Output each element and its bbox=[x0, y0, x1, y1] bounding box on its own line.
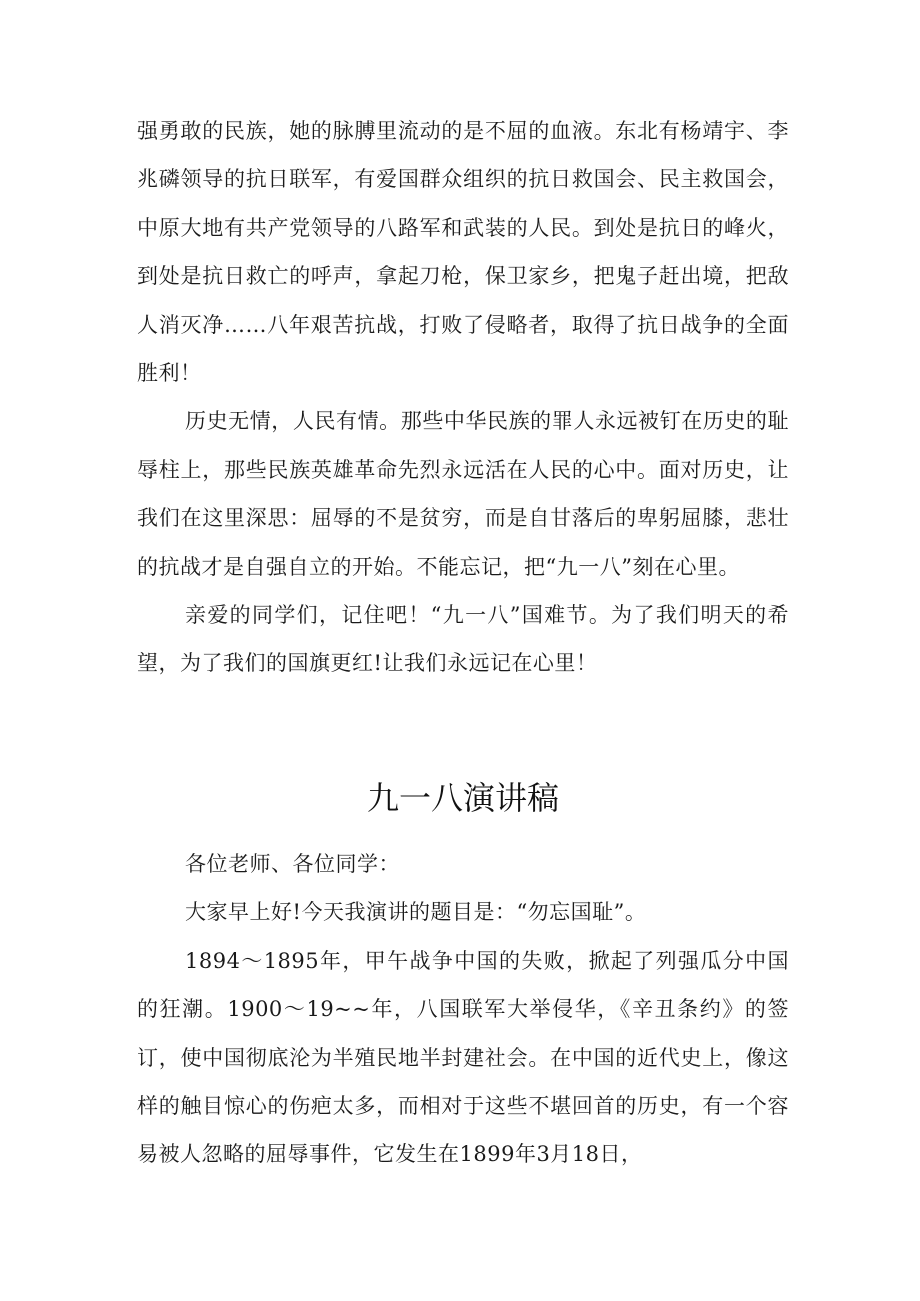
paragraph-closing: 亲爱的同学们，记住吧！“九一八”国难节。为了我们明天的希望，为了我们的国旗更红!让我们永远记在心里！ bbox=[137, 603, 789, 676]
paragraph-topic: 大家早上好!今天我演讲的题目是：“勿忘国耻”。 bbox=[185, 900, 647, 925]
continued-text-section bbox=[137, 107, 789, 688]
paragraph-history-events: 1894～1895年，甲午战争中国的失败，掀起了列强瓜分中国的狂潮。1900～19~~年，八国联军大举侵华，《辛丑条约》的签订，使中国彻底沦为半殖民地半封建社会。在中国的近代史上，像这样的触目惊心的伤疤太多，而相对于这些不堪回首的历史，有一个容易被人忽略的屈辱事件，它发生在1899年3月18日， bbox=[137, 948, 789, 1167]
paragraph-history: 历史无情，人民有情。那些中华民族的罪人永远被钉在历史的耻辱柱上，那些民族英雄革命先烈永远活在人民的心中。面对历史，让我们在这里深思：屈辱的不是贫穷，而是自甘落后的卑躬屈膝，悲壮的抗战才是自强自立的开始。不能忘记，把“九一八”刻在心里。 bbox=[137, 409, 789, 579]
paragraph-continued: 强勇敢的民族，她的脉膊里流动的是不屈的血液。东北有杨靖宇、李兆磷领导的抗日联军，有爱国群众组织的抗日救国会、民主救国会，中原大地有共产党领导的八路军和武装的人民。到处是抗日的峰火，到处是抗日救亡的呼声，拿起刀枪，保卫家乡，把鬼子赶出境，把敌人消灭净……八年艰苦抗战，打败了侵略者，取得了抗日战争的全面胜利！ bbox=[137, 119, 789, 386]
speech-title: 九一八演讲稿 bbox=[366, 779, 559, 817]
speech-body-section bbox=[137, 840, 789, 1179]
paragraph-greeting: 各位老师、各位同学： bbox=[185, 852, 400, 876]
